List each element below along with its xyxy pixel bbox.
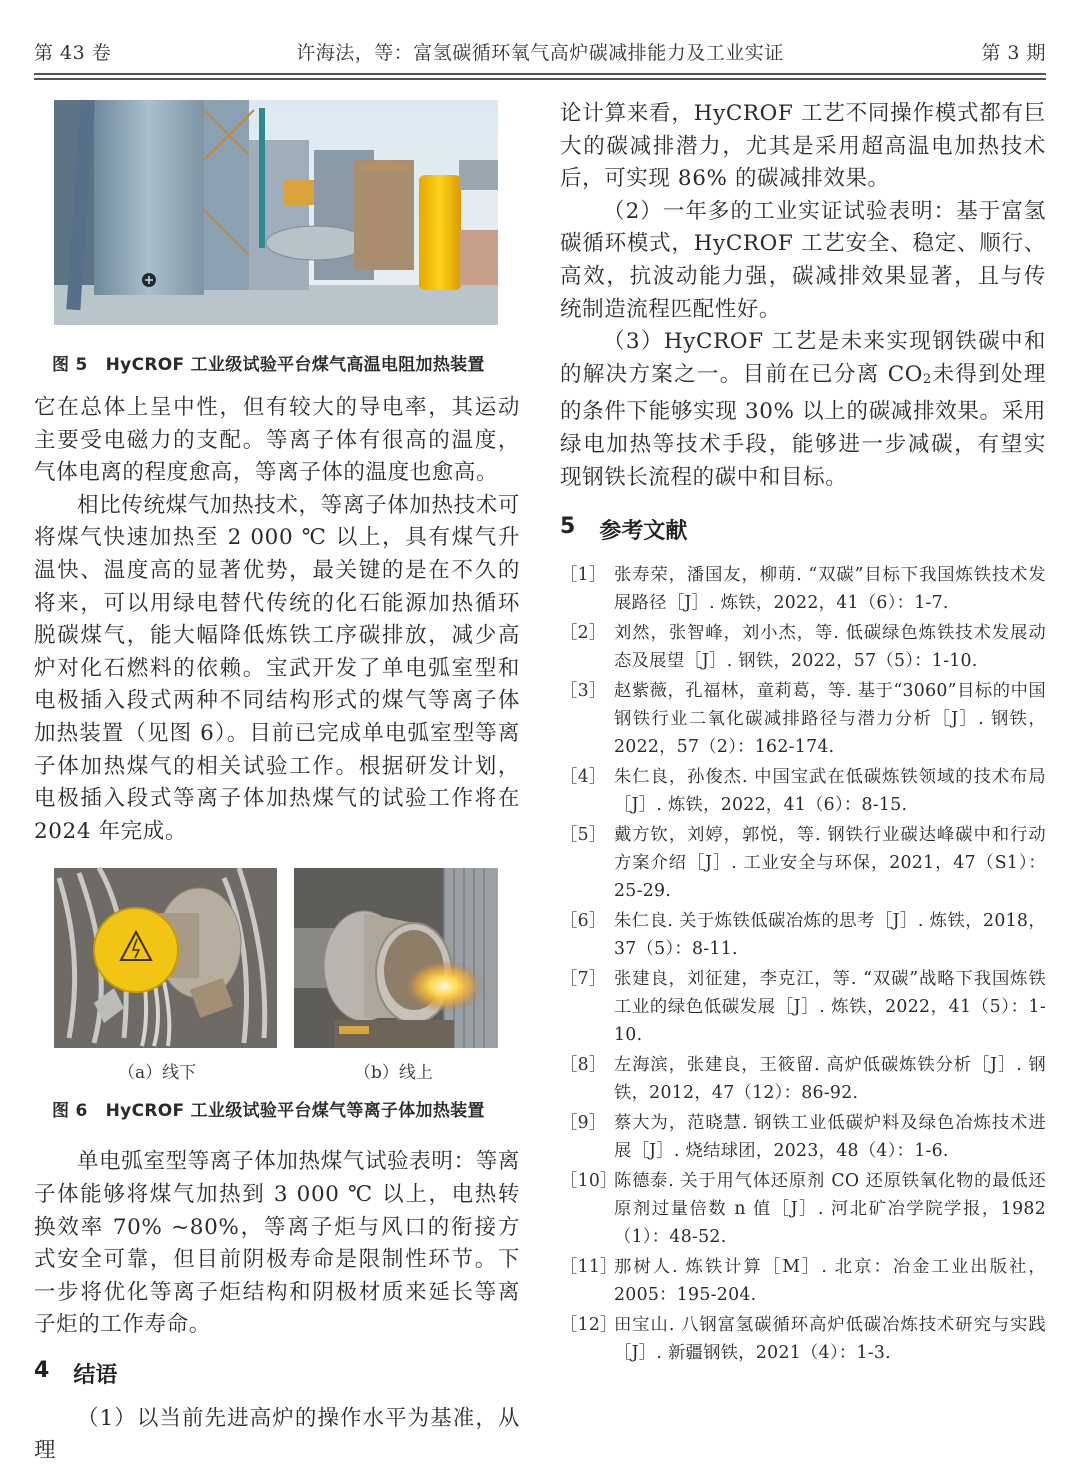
section-5-heading bbox=[560, 514, 1046, 545]
reference-item: ［7］ 张建良，刘征建，李克江，等. “双碳”战略下我国炼铁工业的绿色低碳发展［J］. 炼铁，2022，41（5）：1-10. bbox=[560, 969, 1046, 1046]
figure-5-number: 图 5 bbox=[52, 355, 88, 375]
reference-list bbox=[560, 561, 1046, 1367]
figure-5-photo bbox=[54, 100, 498, 325]
figure-5-caption-text: HyCROF 工业级试验平台煤气高温电阻加热装置 bbox=[105, 355, 485, 375]
co2-subscript: 2 bbox=[923, 371, 932, 387]
paragraph-conclusion-3 bbox=[560, 326, 1046, 494]
issue-label: 第 3 期 bbox=[981, 42, 1046, 64]
figure-6a-photo bbox=[54, 868, 277, 1048]
reference-item: ［6］ 朱仁良. 关于炼铁低碳冶炼的思考［J］. 炼铁，2018，37（5）：8-11. bbox=[560, 911, 1046, 960]
conclusion-3-part-b: 未得到处理的条件下能够实现 30% 以上的碳减排效果。采用绿电加热等技术手段，能够进一步减碳，有望实现钢铁长流程的碳中和目标。 bbox=[560, 361, 1046, 490]
reference-item: ［5］ 戴方钦，刘婷，郭悦，等. 钢铁行业碳达峰碳中和行动方案介绍［J］. 工业安全与环保，2021，47（S1）：25-29. bbox=[560, 825, 1046, 902]
header-rule-thin bbox=[34, 78, 1046, 80]
reference-item: ［10］ 陈德泰. 关于用气体还原剂 CO 还原铁氧化物的最低还原剂过量倍数 n 值［J］. 河北矿冶学院学报，1982（1）：48-52. bbox=[560, 1171, 1046, 1248]
conclusion-3-part-a: （3）HyCROF 工艺是未来实现钢铁碳中和的解决方案之一。目前在已分离 CO bbox=[560, 329, 1046, 387]
figure-6b-subcaption: （b）线上 bbox=[354, 1063, 433, 1084]
reference-item: ［2］ 刘然，张智峰，刘小杰，等. 低碳绿色炼铁技术发展动态及展望［J］. 钢铁，2022，57（5）：1-10. bbox=[560, 623, 1046, 672]
reference-item: ［4］ 朱仁良，孙俊杰. 中国宝武在低碳炼铁领域的技术布局［J］. 炼铁，2022，41（6）：8-15. bbox=[560, 767, 1046, 816]
reference-item: ［9］ 蔡大为，范晓慧. 钢铁工业低碳炉料及绿色冶炼技术进展［J］. 烧结球团，2023，48（4）：1-6. bbox=[560, 1113, 1046, 1162]
paragraph-single-arc-results: 单电弧室型等离子体加热煤气试验表明：等离子体能够将煤气加热到 3 000 ℃ 以上，电热转换效率 70% ~80%，等离子炬与风口的衔接方式安全可靠，但目前阴极寿命是限制性环节。下一步将优化等离子炬结构和阴极材质来延长等离子炬的工作寿命。 bbox=[34, 1149, 520, 1338]
figure-5 bbox=[34, 92, 520, 382]
figure-6-caption bbox=[52, 1096, 485, 1121]
figure-6-number: 图 6 bbox=[52, 1101, 88, 1122]
figure-6-caption-text: HyCROF 工业级试验平台煤气等离子体加热装置 bbox=[105, 1101, 485, 1122]
paragraph-conclusion-2: （2）一年多的工业实证试验表明：基于富氢碳循环模式，HyCROF 工艺安全、稳定、顺行、高效，抗波动能力强，碳减排效果显著，且与传统制造流程匹配性好。 bbox=[560, 198, 1046, 322]
online-plasma-torch-image bbox=[294, 868, 498, 1048]
paragraph-conclusion-1-start: （1）以当前先进高炉的操作水平为基准，从理 bbox=[34, 1405, 520, 1464]
section-4-number: 4 bbox=[34, 1357, 50, 1383]
right-column bbox=[560, 98, 1046, 1369]
reference-item: ［8］ 左海滨，张建良，王筱留. 高炉低碳炼铁分析［J］. 钢铁，2012，47（12）：86-92. bbox=[560, 1055, 1046, 1104]
section-4-heading bbox=[34, 1358, 520, 1389]
reference-item: ［11］ 那树人. 炼铁计算［M］. 北京：冶金工业出版社，2005：195-204. bbox=[560, 1257, 1046, 1306]
section-5-number: 5 bbox=[560, 514, 576, 540]
volume-label: 第 43 卷 bbox=[34, 42, 112, 64]
paragraph-plasma-intro: 它在总体上呈中性，但有较大的导电率，其运动主要受电磁力的支配。等离子体有很高的温度，气体电离的程度愈高，等离子体的温度也愈高。 bbox=[34, 395, 520, 486]
left-column bbox=[34, 92, 520, 1468]
reference-item: ［12］ 田宝山. 八钢富氢碳循环高炉低碳冶炼技术研究与实践［J］. 新疆钢铁，2021（4）：1-3. bbox=[560, 1315, 1046, 1364]
figure-6 bbox=[34, 868, 520, 1130]
running-header bbox=[34, 38, 1046, 68]
offline-plasma-torch-image bbox=[54, 868, 277, 1048]
industrial-plant-image bbox=[54, 100, 498, 325]
running-title: 许海法，等：富氢碳循环氧气高炉碳减排能力及工业实证 bbox=[296, 42, 784, 64]
figure-5-caption bbox=[52, 350, 485, 375]
reference-item: ［1］ 张寿荣，潘国友，柳萌. “双碳”目标下我国炼铁技术发展路径［J］. 炼铁，2022，41（6）：1-7. bbox=[560, 565, 1046, 614]
paragraph-conclusion-1-cont: 论计算来看，HyCROF 工艺不同操作模式都有巨大的碳减排潜力，尤其是采用超高温电加热技术后，可实现 86% 的碳减排效果。 bbox=[560, 101, 1046, 192]
paragraph-plasma-heating: 相比传统煤气加热技术，等离子体加热技术可将煤气快速加热至 2 000 ℃ 以上，具有煤气升温快、温度高的显著优势，最关键的是在不久的将来，可以用绿电替代传统的化石能源加热循环脱碳煤气，能大幅降低炼铁工序碳排放，减少高炉对化石燃料的依赖。宝武开发了单电弧室型和电极插入段式两种不同结构形式的煤气等离子体加热装置（见图 6）。目前已完成单电弧室型等离子体加热煤气的相关试验工作。根据研发计划，电极插入段式等离子体加热煤气的试验工作将在 2024 年完成。 bbox=[34, 492, 520, 844]
figure-6b-photo bbox=[294, 868, 498, 1048]
section-5-title: 参考文献 bbox=[599, 519, 688, 545]
header-rule-thick bbox=[34, 73, 1046, 75]
reference-item: ［3］ 赵紫薇，孔福林，童莉葛，等. 基于“3060”目标的中国钢铁行业二氧化碳减排路径与潜力分析［J］. 钢铁，2022，57（2）：162-174. bbox=[560, 681, 1046, 758]
section-4-title: 结语 bbox=[73, 1362, 118, 1388]
figure-6a-subcaption: （a）线下 bbox=[118, 1063, 197, 1084]
